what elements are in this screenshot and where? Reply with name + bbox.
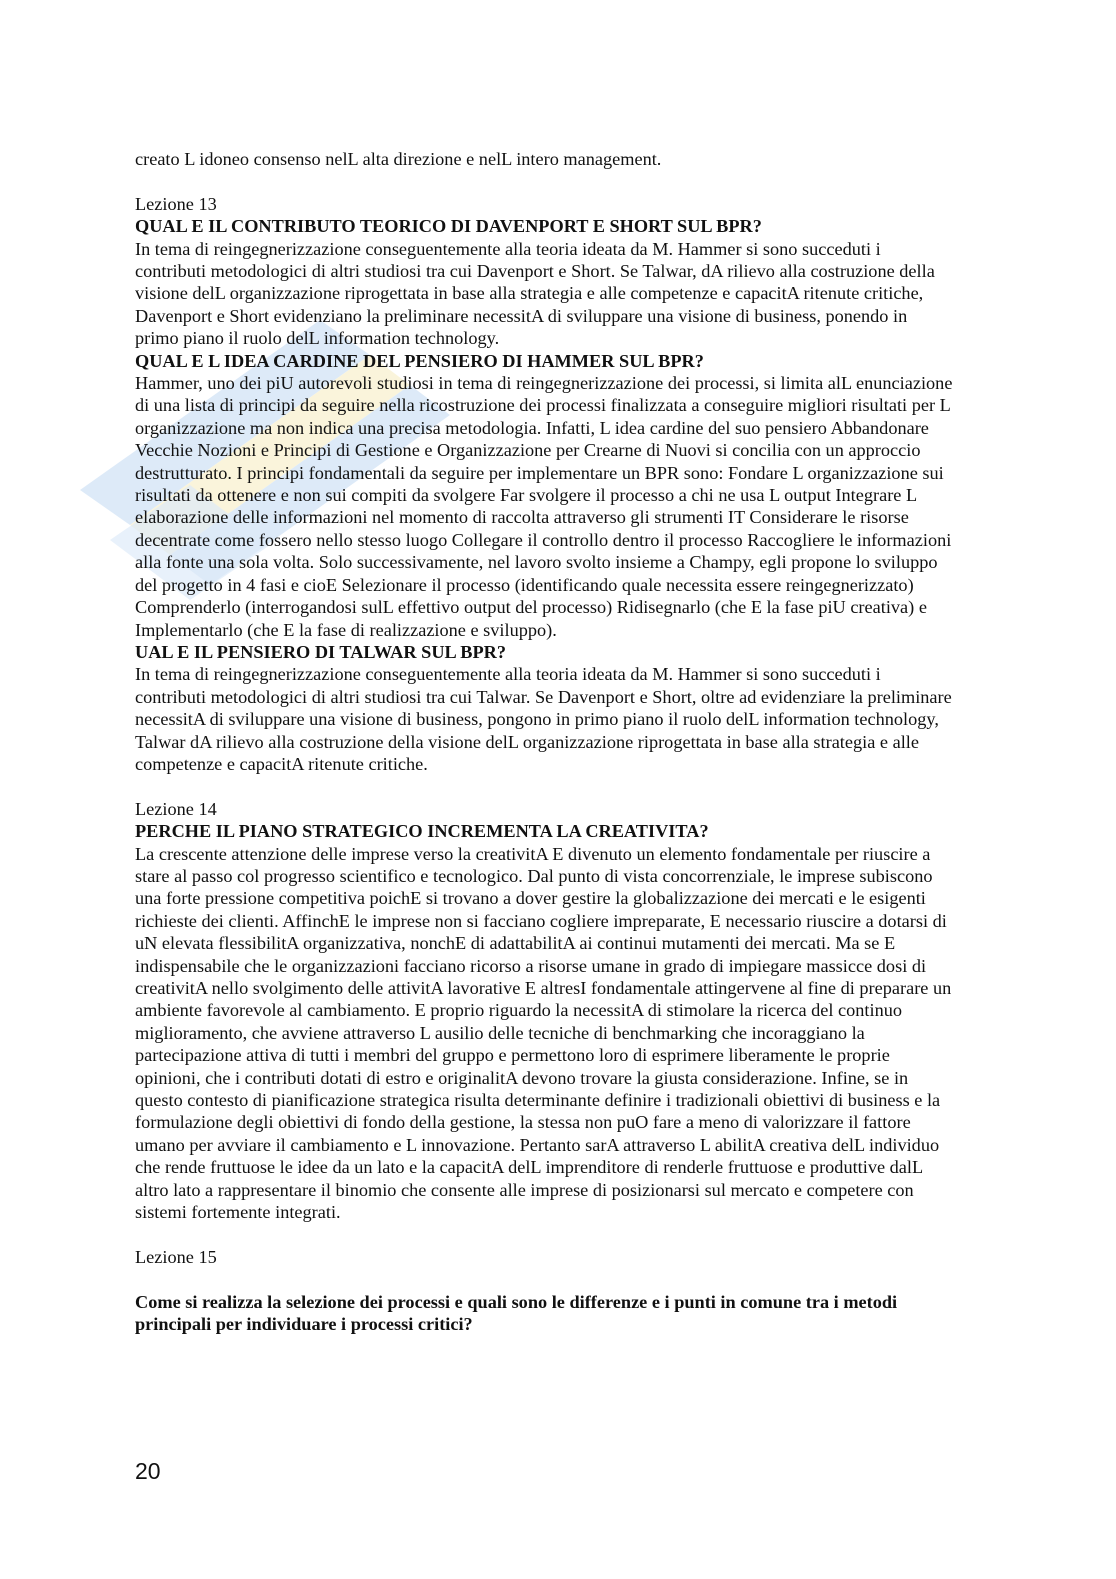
page-content [135, 148, 955, 1335]
continued-paragraph: creato L idoneo consenso nelL alta direzione e nelL intero management. [135, 149, 662, 169]
lesson-15-heading: Lezione 15 [135, 1246, 217, 1267]
lesson-13-answer-2: Hammer, uno dei piU autorevoli studiosi in tema di reingegnerizzazione dei processi, si limita alL enunciazione di una lista di principi da seguire nella ricostruzione dei processi finalizzata a conseguire migliori risultati per L organizzazione ma non indica una precisa metodologia. Infatti, L idea cardine del suo pensiero Abbandonare Vecchie Nozioni e Principi di Gestione e Organizzazione per Crearne di Nuovi si concilia con un approccio destrutturato. I principi fondamentali da seguire per implementare un BPR sono: Fondare L organizzazione sui risultati da ottenere e non sui compiti da svolgere Far svolgere il processo a chi ne usa L output Integrare L elaborazione delle informazioni nel momento di raccolta attraverso gli strumenti IT Considerare le risorse decentrate come fossero nello stesso luogo Collegare il controllo dentro il processo Raccogliere le informazioni alla fonte una sola volta. Solo successivamente, nel lavoro svolto insieme a Champy, egli propone lo sviluppo del progetto in 4 fasi e cioE Selezionare il processo (identificando quale necessita essere reingegnerizzato) Comprenderlo (interrogandosi sulL effettivo output del processo) Ridisegnarlo (che E la fase piU creativa) e Implementarlo (che E la fase di realizzazione e sviluppo). [135, 373, 953, 640]
lesson-14-answer-1: La crescente attenzione delle imprese verso la creativitA E divenuto un elemento fondamentale per riuscire a stare al passo col progresso scientifico e tecnologico. Dal punto di vista concorrenziale, le imprese subiscono una forte pressione competitiva poichE si trovano a dover gestire la globalizzazione dei mercati e le esigenti richieste dei clienti. AffinchE le imprese non si facciano cogliere impreparate, E necessario riuscire a dotarsi di uN elevata flessibilitA organizzativa, nonchE di adattabilitA ai continui mutamenti dei mercati. Ma se E indispensabile che le organizzazioni facciano ricorso a risorse umane in grado di impiegare massicce dosi di creativitA nello svolgimento delle attivitA lavorative E altresI fondamentale attingervene al fine di preparare un ambiente favorevole al cambiamento. E proprio riguardo la necessitA di stimolare la ricerca del continuo miglioramento, che avviene attraverso L ausilio delle tecniche di benchmarking che incoraggiano la partecipazione attiva di tutti i membri del gruppo e permettono loro di esprimere liberamente le proprie opinioni, che i contributi dotati di estro e originalitA devono trovare la giusta considerazione. Infine, se in questo contesto di pianificazione strategica risulta determinante definire i tradizionali obiettivi di business e la formulazione degli obiettivi di fondo della gestione, la stessa non puO fare a meno di valorizzare il fattore umano per avviare il cambiamento e L innovazione. Pertanto sarA attraverso L abilitA creativa delL individuo che rende fruttuose le idee da un lato e la capacitA delL imprenditore di renderle fruttuose e produttive dalL altro lato a rappresentare il binomio che consente alle imprese di posizionarsi sul mercato e competere con sistemi fortemente integrati. [135, 843, 952, 1223]
lesson-13-question-3: UAL E IL PENSIERO DI TALWAR SUL BPR? [135, 641, 506, 662]
lesson-13-answer-3: In tema di reingegnerizzazione conseguentemente alla teoria ideata da M. Hammer si sono succeduti i contributi metodologici di altri studiosi tra cui Talwar. Se Davenport e Short, oltre ad evidenziare la preliminare necessitA di sviluppare una visione di business, pongono in primo piano il ruolo delL information technology, Talwar dA rilievo alla costruzione della visione delL organizzazione riprogettata in base alla strategia e alle competenze e capacitA ritenute critiche. [135, 664, 952, 774]
lesson-13-answer-1: In tema di reingegnerizzazione conseguentemente alla teoria ideata da M. Hammer si sono succeduti i contributi metodologici di altri studiosi tra cui Davenport e Short. Se Talwar, dA rilievo alla costruzione della visione delL organizzazione riprogettata in base alla strategia e alle competenze e capacitA ritenute critiche, Davenport e Short evidenziano la preliminare necessitA di sviluppare una visione di business, ponendo in primo piano il ruolo delL information technology. [135, 238, 935, 349]
page-number: 20 [135, 1458, 161, 1484]
lesson-14-question-1: PERCHE IL PIANO STRATEGICO INCREMENTA LA CREATIVITA? [135, 821, 709, 842]
lesson-14-heading: Lezione 14 [135, 798, 217, 819]
lesson-13-heading: Lezione 13 [135, 193, 217, 214]
lesson-13-question-1: QUAL E IL CONTRIBUTO TEORICO DI DAVENPORT E SHORT SUL BPR? [135, 216, 762, 237]
lesson-15-question-1: Come si realizza la selezione dei processi e quali sono le differenze e i punti in comune tra i metodi principali per individuare i processi critici? [135, 1291, 898, 1335]
lesson-13-question-2: QUAL E L IDEA CARDINE DEL PENSIERO DI HAMMER SUL BPR? [135, 350, 704, 371]
